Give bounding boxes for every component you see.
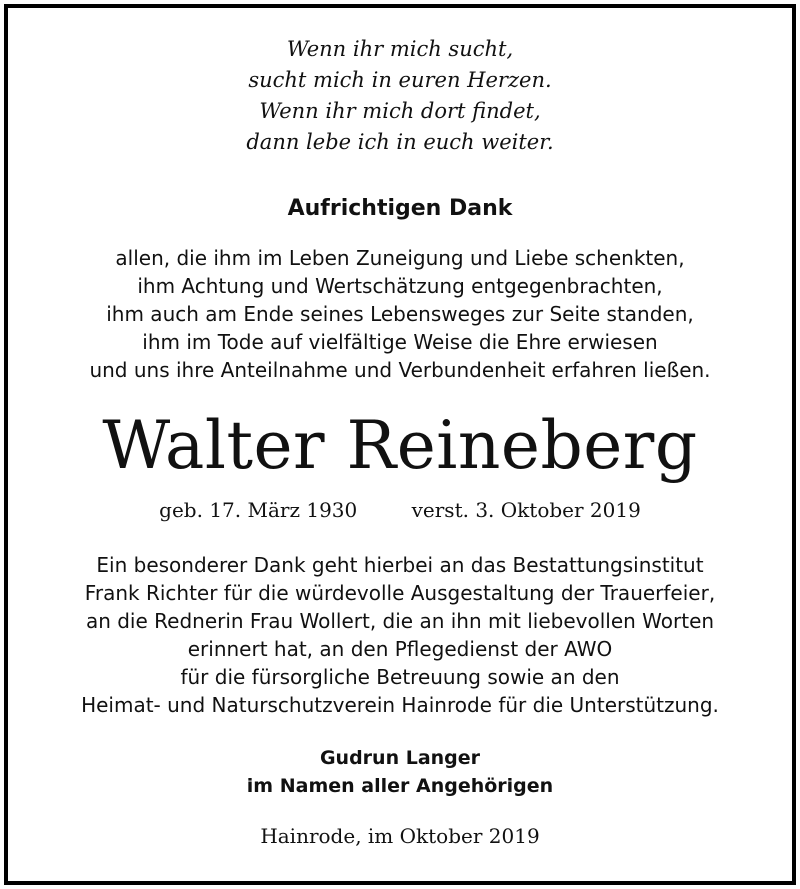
special-thanks-line: Ein besonderer Dank geht hierbei an das Bestattungsinstitut (96, 553, 704, 577)
thanks-line: ihm im Tode auf vielfältige Weise die Ehre erwiesen (142, 330, 658, 354)
special-thanks-line: für die fürsorgliche Betreuung sowie an den (180, 665, 620, 689)
signature-note: im Namen aller Angehörigen (246, 775, 554, 797)
special-thanks-line: erinnert hat, an den Pflegedienst der AWO (187, 637, 613, 661)
poem-line: sucht mich in euren Herzen. (248, 68, 552, 92)
special-thanks-line: Heimat- und Naturschutzverein Hainrode für die Unterstützung. (81, 693, 719, 717)
thanks-line: und uns ihre Anteilnahme und Verbundenheit erfahren ließen. (89, 358, 711, 382)
thanks-line: ihm auch am Ende seines Lebensweges zur Seite standen, (106, 302, 694, 326)
poem-line: Wenn ihr mich dort findet, (259, 99, 541, 123)
thanks-line: allen, die ihm im Leben Zuneigung und Liebe schenkten, (115, 246, 685, 270)
poem-line: Wenn ihr mich sucht, (286, 37, 514, 61)
poem (0, 34, 800, 158)
thanks-heading: Aufrichtigen Dank (287, 196, 513, 221)
special-thanks-line: an die Rednerin Frau Wollert, die an ihn mit liebevollen Worten (85, 609, 715, 633)
signature (0, 744, 800, 800)
deceased-name: Walter Reineberg (102, 407, 698, 484)
special-thanks (0, 551, 800, 719)
place-date: Hainrode, im Oktober 2019 (260, 824, 540, 848)
thanks-text (0, 244, 800, 384)
thanks-line: ihm Achtung und Wertschätzung entgegenbrachten, (137, 274, 663, 298)
death-date: verst. 3. Oktober 2019 (411, 498, 641, 522)
birth-date: geb. 17. März 1930 (159, 498, 358, 522)
poem-line: dann lebe ich in euch weiter. (246, 130, 554, 154)
signature-name: Gudrun Langer (319, 747, 481, 769)
special-thanks-line: Frank Richter für die würdevolle Ausgestaltung der Trauerfeier, (84, 581, 716, 605)
life-dates (0, 495, 800, 525)
